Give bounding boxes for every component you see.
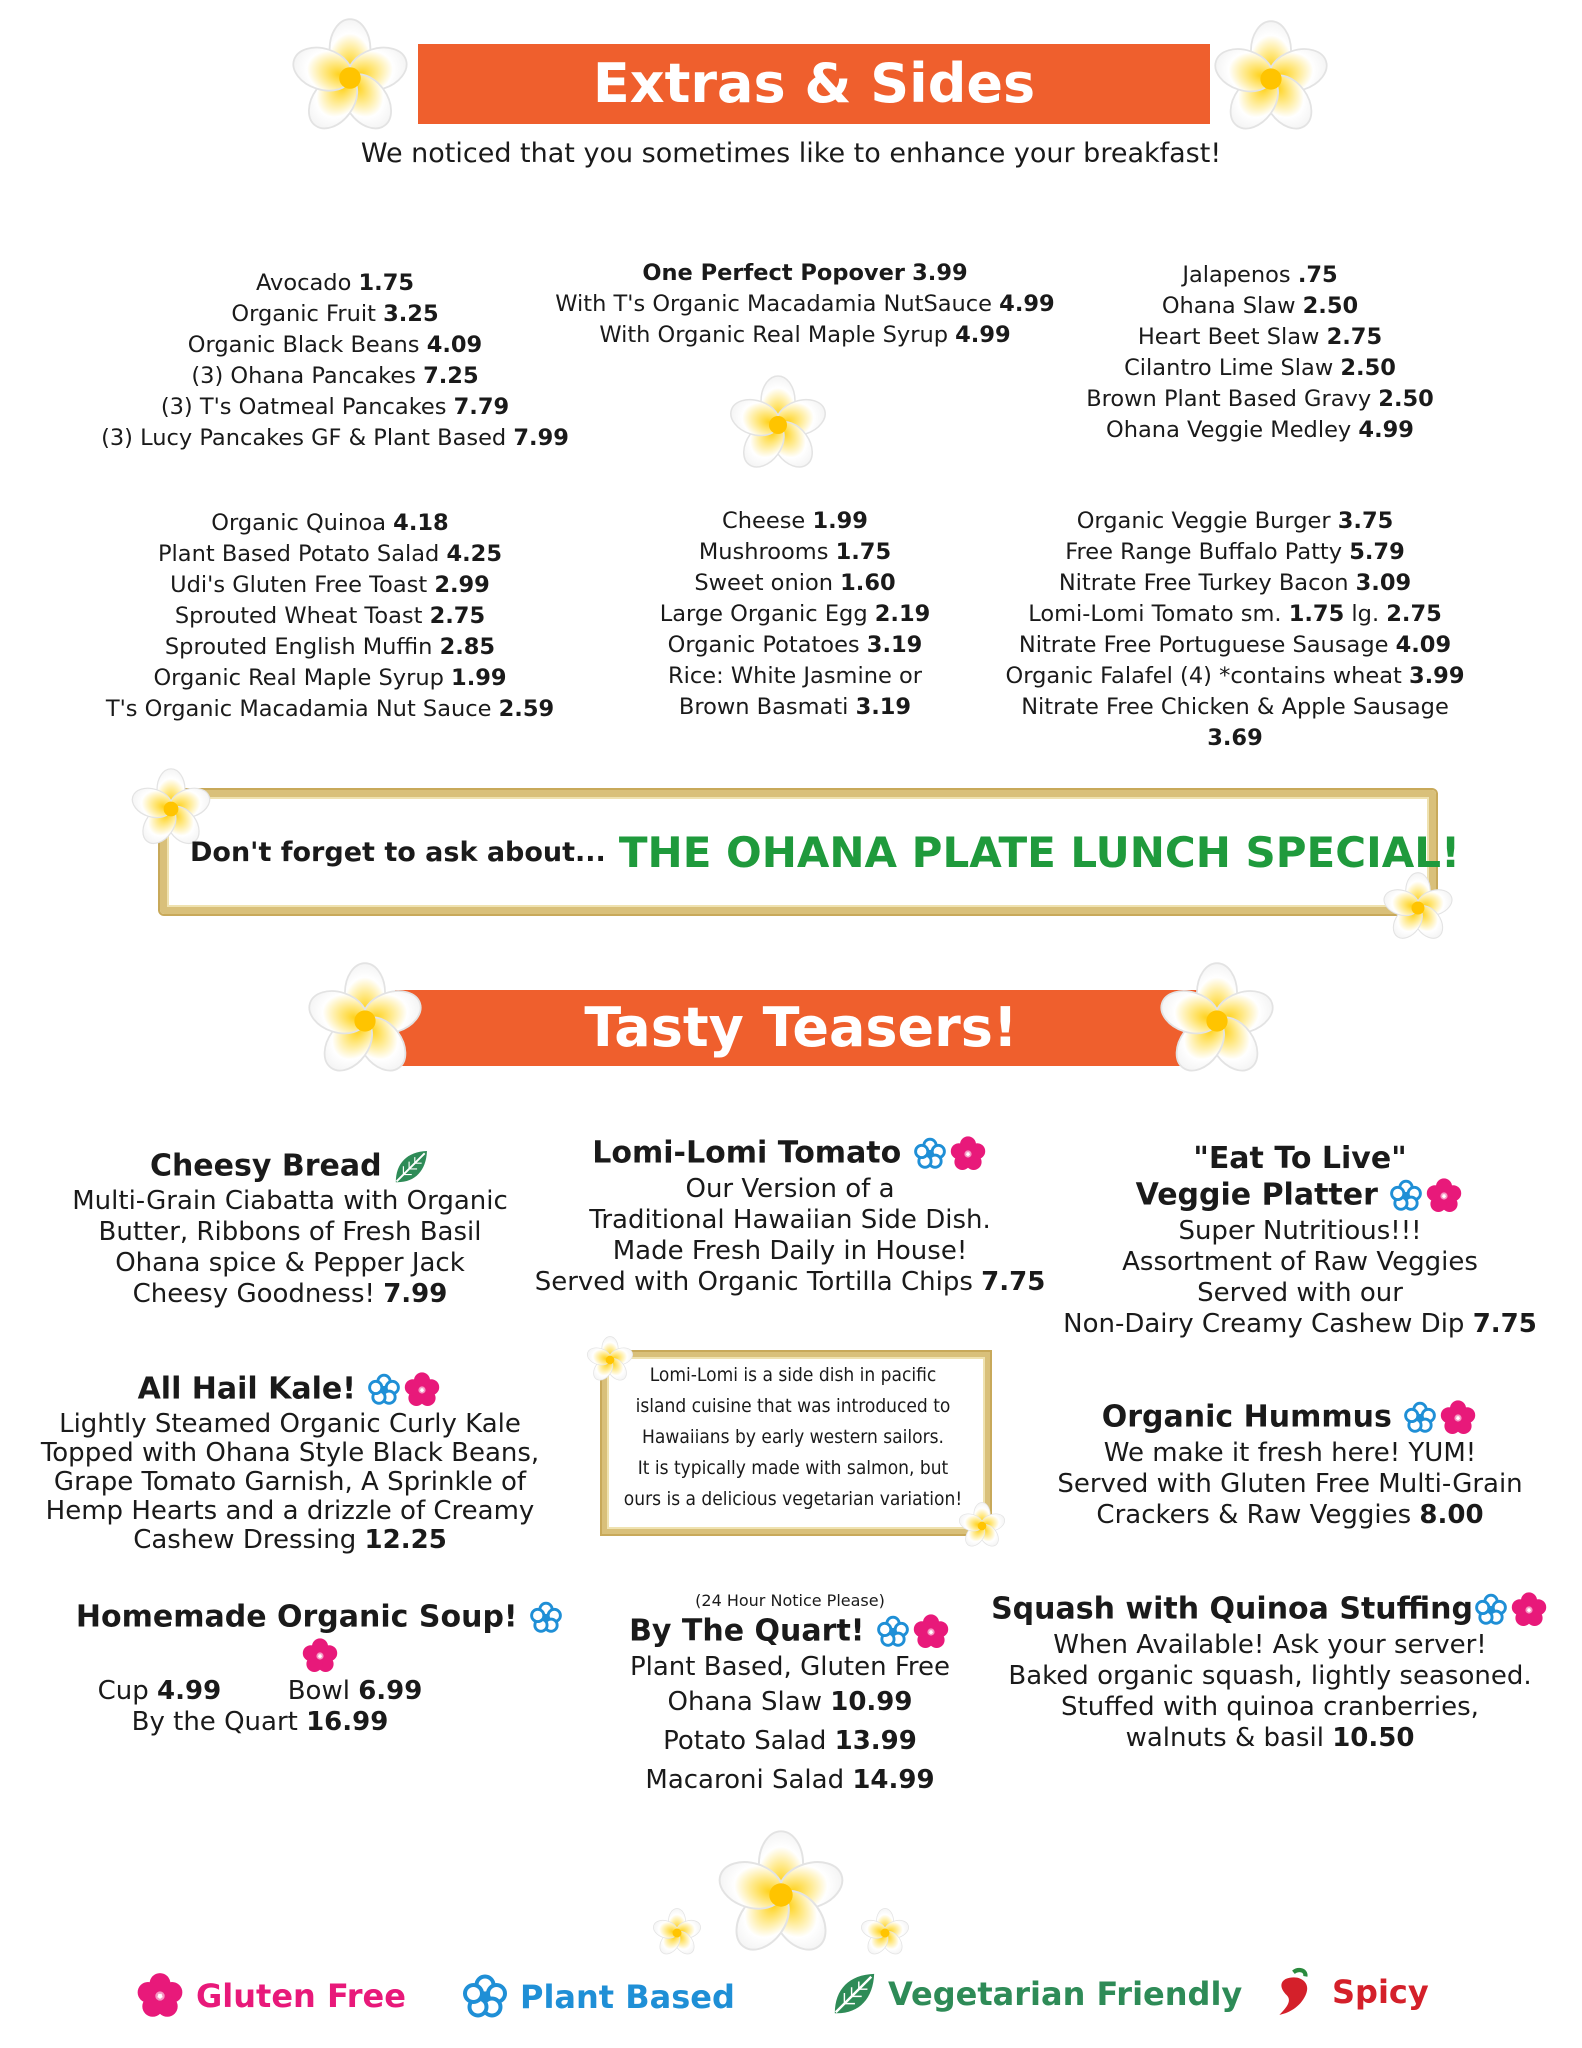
item-price: 7.75 xyxy=(1472,1309,1537,1339)
item-desc: walnuts & basil xyxy=(1125,1723,1324,1753)
list-item: Brown Basmati 3.19 xyxy=(678,694,912,720)
extras-column-1 xyxy=(100,268,570,454)
list-item: Heart Beet Slaw 2.75 xyxy=(1137,324,1383,350)
list-item: Organic Falafel (4) *contains wheat 3.99 xyxy=(1005,663,1465,689)
item-desc: Our Version of a xyxy=(685,1174,895,1204)
plumeria-icon xyxy=(652,1908,702,1958)
list-item: Organic Quinoa 4.18 xyxy=(211,510,449,536)
item-desc: Served with Gluten Free Multi-Grain xyxy=(1057,1469,1523,1499)
list-item: Rice: White Jasmine or xyxy=(668,663,922,689)
item-desc: Super Nutritious!!! xyxy=(1178,1216,1422,1246)
list-item: (3) Ohana Pancakes 7.25 xyxy=(191,363,479,389)
item-desc: Made Fresh Daily in House! xyxy=(612,1236,968,1266)
extras-column-3 xyxy=(1050,260,1470,446)
gluten-free-icon xyxy=(1509,1590,1549,1630)
lomi-note xyxy=(612,1360,974,1515)
list-item: With T's Organic Macadamia NutSauce 4.99 xyxy=(555,291,1055,317)
legend-spicy xyxy=(1270,1966,1429,2018)
extras-tagline: We noticed that you sometimes like to enhance your breakfast! xyxy=(360,138,1222,169)
hummus-item xyxy=(1040,1398,1540,1531)
list-item: Sprouted English Muffin 2.85 xyxy=(164,634,496,660)
plumeria-icon xyxy=(1382,872,1454,944)
extras-banner: Extras & Sides xyxy=(418,44,1210,124)
lomi-tomato-item xyxy=(520,1134,1060,1298)
special-lead: Don't forget to ask about... xyxy=(190,837,606,868)
vegetarian-leaf-icon xyxy=(830,1970,878,2018)
list-item: Macaroni Salad 14.99 xyxy=(645,1765,935,1795)
list-item: Organic Veggie Burger 3.75 xyxy=(1076,508,1394,534)
legend-gluten-free xyxy=(134,1970,406,2022)
list-item: Udi's Gluten Free Toast 2.99 xyxy=(170,572,490,598)
item-desc: We make it fresh here! YUM! xyxy=(1103,1438,1477,1468)
plant-based-icon xyxy=(912,1136,948,1172)
chili-pepper-icon xyxy=(1270,1966,1322,2018)
item-desc: Ohana spice & Pepper Jack xyxy=(115,1248,465,1278)
plumeria-icon xyxy=(306,962,424,1080)
list-item: Ohana Slaw 2.50 xyxy=(1161,293,1359,319)
item-desc: Plant Based, Gluten Free xyxy=(629,1652,951,1682)
list-item: Sprouted Wheat Toast 2.75 xyxy=(174,603,486,629)
item-desc: Stuffed with quinoa cranberries, xyxy=(1061,1692,1479,1722)
gluten-free-icon xyxy=(1424,1176,1464,1216)
plumeria-icon xyxy=(728,375,828,475)
extras-column-5 xyxy=(595,506,995,723)
teasers-banner: Tasty Teasers! xyxy=(395,990,1207,1066)
list-item: Organic Real Maple Syrup 1.99 xyxy=(153,665,507,691)
extras-column-6 xyxy=(990,506,1480,754)
list-item: Sweet onion 1.60 xyxy=(694,570,896,596)
item-title: All Hail Kale! xyxy=(137,1371,356,1407)
squash-item xyxy=(980,1590,1560,1754)
gluten-free-icon xyxy=(134,1970,186,2022)
item-title: Organic Hummus xyxy=(1101,1399,1392,1435)
list-item: Organic Black Beans 4.09 xyxy=(187,332,483,358)
list-item: Brown Plant Based Gravy 2.50 xyxy=(1086,386,1434,412)
list-item: (3) T's Oatmeal Pancakes 7.79 xyxy=(160,394,510,420)
list-item: Mushrooms 1.75 xyxy=(698,539,892,565)
item-desc: Cashew Dressing xyxy=(133,1525,357,1555)
legend-plant-based xyxy=(460,1972,735,2022)
item-price: 7.75 xyxy=(981,1267,1046,1297)
item-price: 10.50 xyxy=(1332,1723,1415,1753)
soup-cup: Cup xyxy=(97,1676,149,1706)
list-item: T's Organic Macadamia Nut Sauce 2.59 xyxy=(105,696,555,722)
plumeria-icon xyxy=(1212,20,1330,138)
item-desc: Hemp Hearts and a drizzle of Creamy xyxy=(45,1496,535,1526)
item-desc: Cheesy Goodness! xyxy=(132,1279,375,1309)
item-price: 6.99 xyxy=(358,1676,423,1706)
special-headline: THE OHANA PLATE LUNCH SPECIAL! xyxy=(618,828,1461,877)
item-desc: Butter, Ribbons of Fresh Basil xyxy=(98,1217,482,1247)
item-title: "Eat To Live" xyxy=(1193,1141,1407,1176)
quart-notice: (24 Hour Notice Please) xyxy=(695,1591,885,1610)
item-desc: Multi-Grain Ciabatta with Organic xyxy=(72,1186,508,1216)
veggie-platter-item xyxy=(1050,1142,1550,1340)
note-line: ours is a delicious vegetarian variation! xyxy=(623,1488,963,1510)
legend-label: Gluten Free xyxy=(196,1977,406,2015)
plumeria-icon xyxy=(716,1830,846,1960)
item-desc: Crackers & Raw Veggies xyxy=(1096,1500,1412,1530)
item-desc: Served with our xyxy=(1197,1278,1403,1308)
note-line: Hawaiians by early western sailors. xyxy=(642,1426,944,1448)
list-item: Nitrate Free Turkey Bacon 3.09 xyxy=(1058,570,1412,596)
item-desc: Topped with Ohana Style Black Beans, xyxy=(40,1438,540,1468)
plant-based-icon xyxy=(528,1600,564,1636)
item-price: 7.99 xyxy=(383,1279,448,1309)
gluten-free-icon xyxy=(911,1612,951,1652)
item-desc: Non-Dairy Creamy Cashew Dip xyxy=(1063,1309,1465,1339)
plant-based-icon xyxy=(1473,1592,1509,1628)
list-item: Nitrate Free Chicken & Apple Sausage 3.69 xyxy=(1021,694,1449,751)
item-title: Cheesy Bread xyxy=(149,1148,382,1184)
plumeria-icon xyxy=(290,18,410,138)
item-price: 16.99 xyxy=(306,1707,389,1737)
list-item: Ohana Veggie Medley 4.99 xyxy=(1106,417,1414,443)
list-item: Jalapenos .75 xyxy=(1182,262,1338,288)
list-item: Cheese 1.99 xyxy=(722,508,868,534)
item-title: Squash with Quinoa Stuffing xyxy=(991,1591,1473,1627)
item-title: Veggie Platter xyxy=(1135,1177,1378,1213)
item-desc: Served with Organic Tortilla Chips xyxy=(534,1267,973,1297)
extras-column-2 xyxy=(540,258,1070,351)
special-callout xyxy=(190,828,1461,877)
list-item: (3) Lucy Pancakes GF & Plant Based 7.99 xyxy=(101,425,569,451)
gluten-free-icon xyxy=(1438,1398,1478,1438)
plant-based-icon xyxy=(460,1972,510,2022)
plant-based-icon xyxy=(366,1372,402,1408)
gluten-free-icon xyxy=(300,1636,340,1676)
item-desc: Lightly Steamed Organic Curly Kale xyxy=(59,1409,521,1439)
list-item: Potato Salad 13.99 xyxy=(663,1726,917,1756)
plant-based-icon xyxy=(1388,1178,1424,1214)
list-item: Avocado 1.75 xyxy=(255,270,415,296)
list-item: Large Organic Egg 2.19 xyxy=(659,601,931,627)
note-line: island cuisine that was introduced to xyxy=(635,1395,951,1417)
item-desc: When Available! Ask your server! xyxy=(1053,1630,1487,1660)
cheesy-bread-item xyxy=(60,1148,520,1310)
list-item: Organic Fruit 3.25 xyxy=(231,301,439,327)
list-item: With Organic Real Maple Syrup 4.99 xyxy=(599,322,1011,348)
soup-quart: By the Quart xyxy=(131,1707,298,1737)
kale-item xyxy=(30,1370,550,1555)
legend-label: Vegetarian Friendly xyxy=(888,1975,1243,2013)
gluten-free-icon xyxy=(948,1134,988,1174)
note-line: It is typically made with salmon, but xyxy=(637,1457,949,1479)
soup-bowl: Bowl xyxy=(287,1676,350,1706)
list-item: Lomi-Lomi Tomato sm. 1.75 lg. 2.75 xyxy=(1028,601,1442,627)
note-line: Lomi-Lomi is a side dish in pacific xyxy=(649,1364,937,1386)
by-the-quart-item xyxy=(560,1590,1020,1800)
list-item: One Perfect Popover 3.99 xyxy=(642,260,968,286)
list-item: Organic Potatoes 3.19 xyxy=(667,632,923,658)
list-item: Ohana Slaw 10.99 xyxy=(667,1687,913,1717)
list-item: Free Range Buffalo Patty 5.79 xyxy=(1065,539,1405,565)
plant-based-icon xyxy=(1402,1400,1438,1436)
item-price: 12.25 xyxy=(364,1525,447,1555)
soup-item xyxy=(60,1600,580,1738)
plumeria-icon xyxy=(860,1908,910,1958)
item-desc: Baked organic squash, lightly seasoned. xyxy=(1008,1661,1532,1691)
list-item: Cilantro Lime Slaw 2.50 xyxy=(1124,355,1396,381)
legend-label: Spicy xyxy=(1332,1973,1429,2011)
item-price: 4.99 xyxy=(157,1676,222,1706)
list-item: Plant Based Potato Salad 4.25 xyxy=(157,541,502,567)
item-price: 8.00 xyxy=(1419,1500,1484,1530)
plumeria-icon xyxy=(1158,962,1276,1080)
item-title: Lomi-Lomi Tomato xyxy=(592,1135,902,1171)
list-item: Nitrate Free Portuguese Sausage 4.09 xyxy=(1018,632,1452,658)
item-desc: Assortment of Raw Veggies xyxy=(1122,1247,1478,1277)
gluten-free-icon xyxy=(402,1370,442,1410)
item-desc: Grape Tomato Garnish, A Sprinkle of xyxy=(53,1467,527,1497)
plant-based-icon xyxy=(875,1614,911,1650)
item-title: By The Quart! xyxy=(629,1613,865,1649)
legend-vegetarian xyxy=(830,1970,1242,2018)
vegetarian-leaf-icon xyxy=(392,1148,430,1186)
extras-column-4 xyxy=(100,508,560,725)
item-desc: Traditional Hawaiian Side Dish. xyxy=(589,1205,991,1235)
legend-label: Plant Based xyxy=(520,1978,735,2016)
item-title: Homemade Organic Soup! xyxy=(75,1599,518,1635)
